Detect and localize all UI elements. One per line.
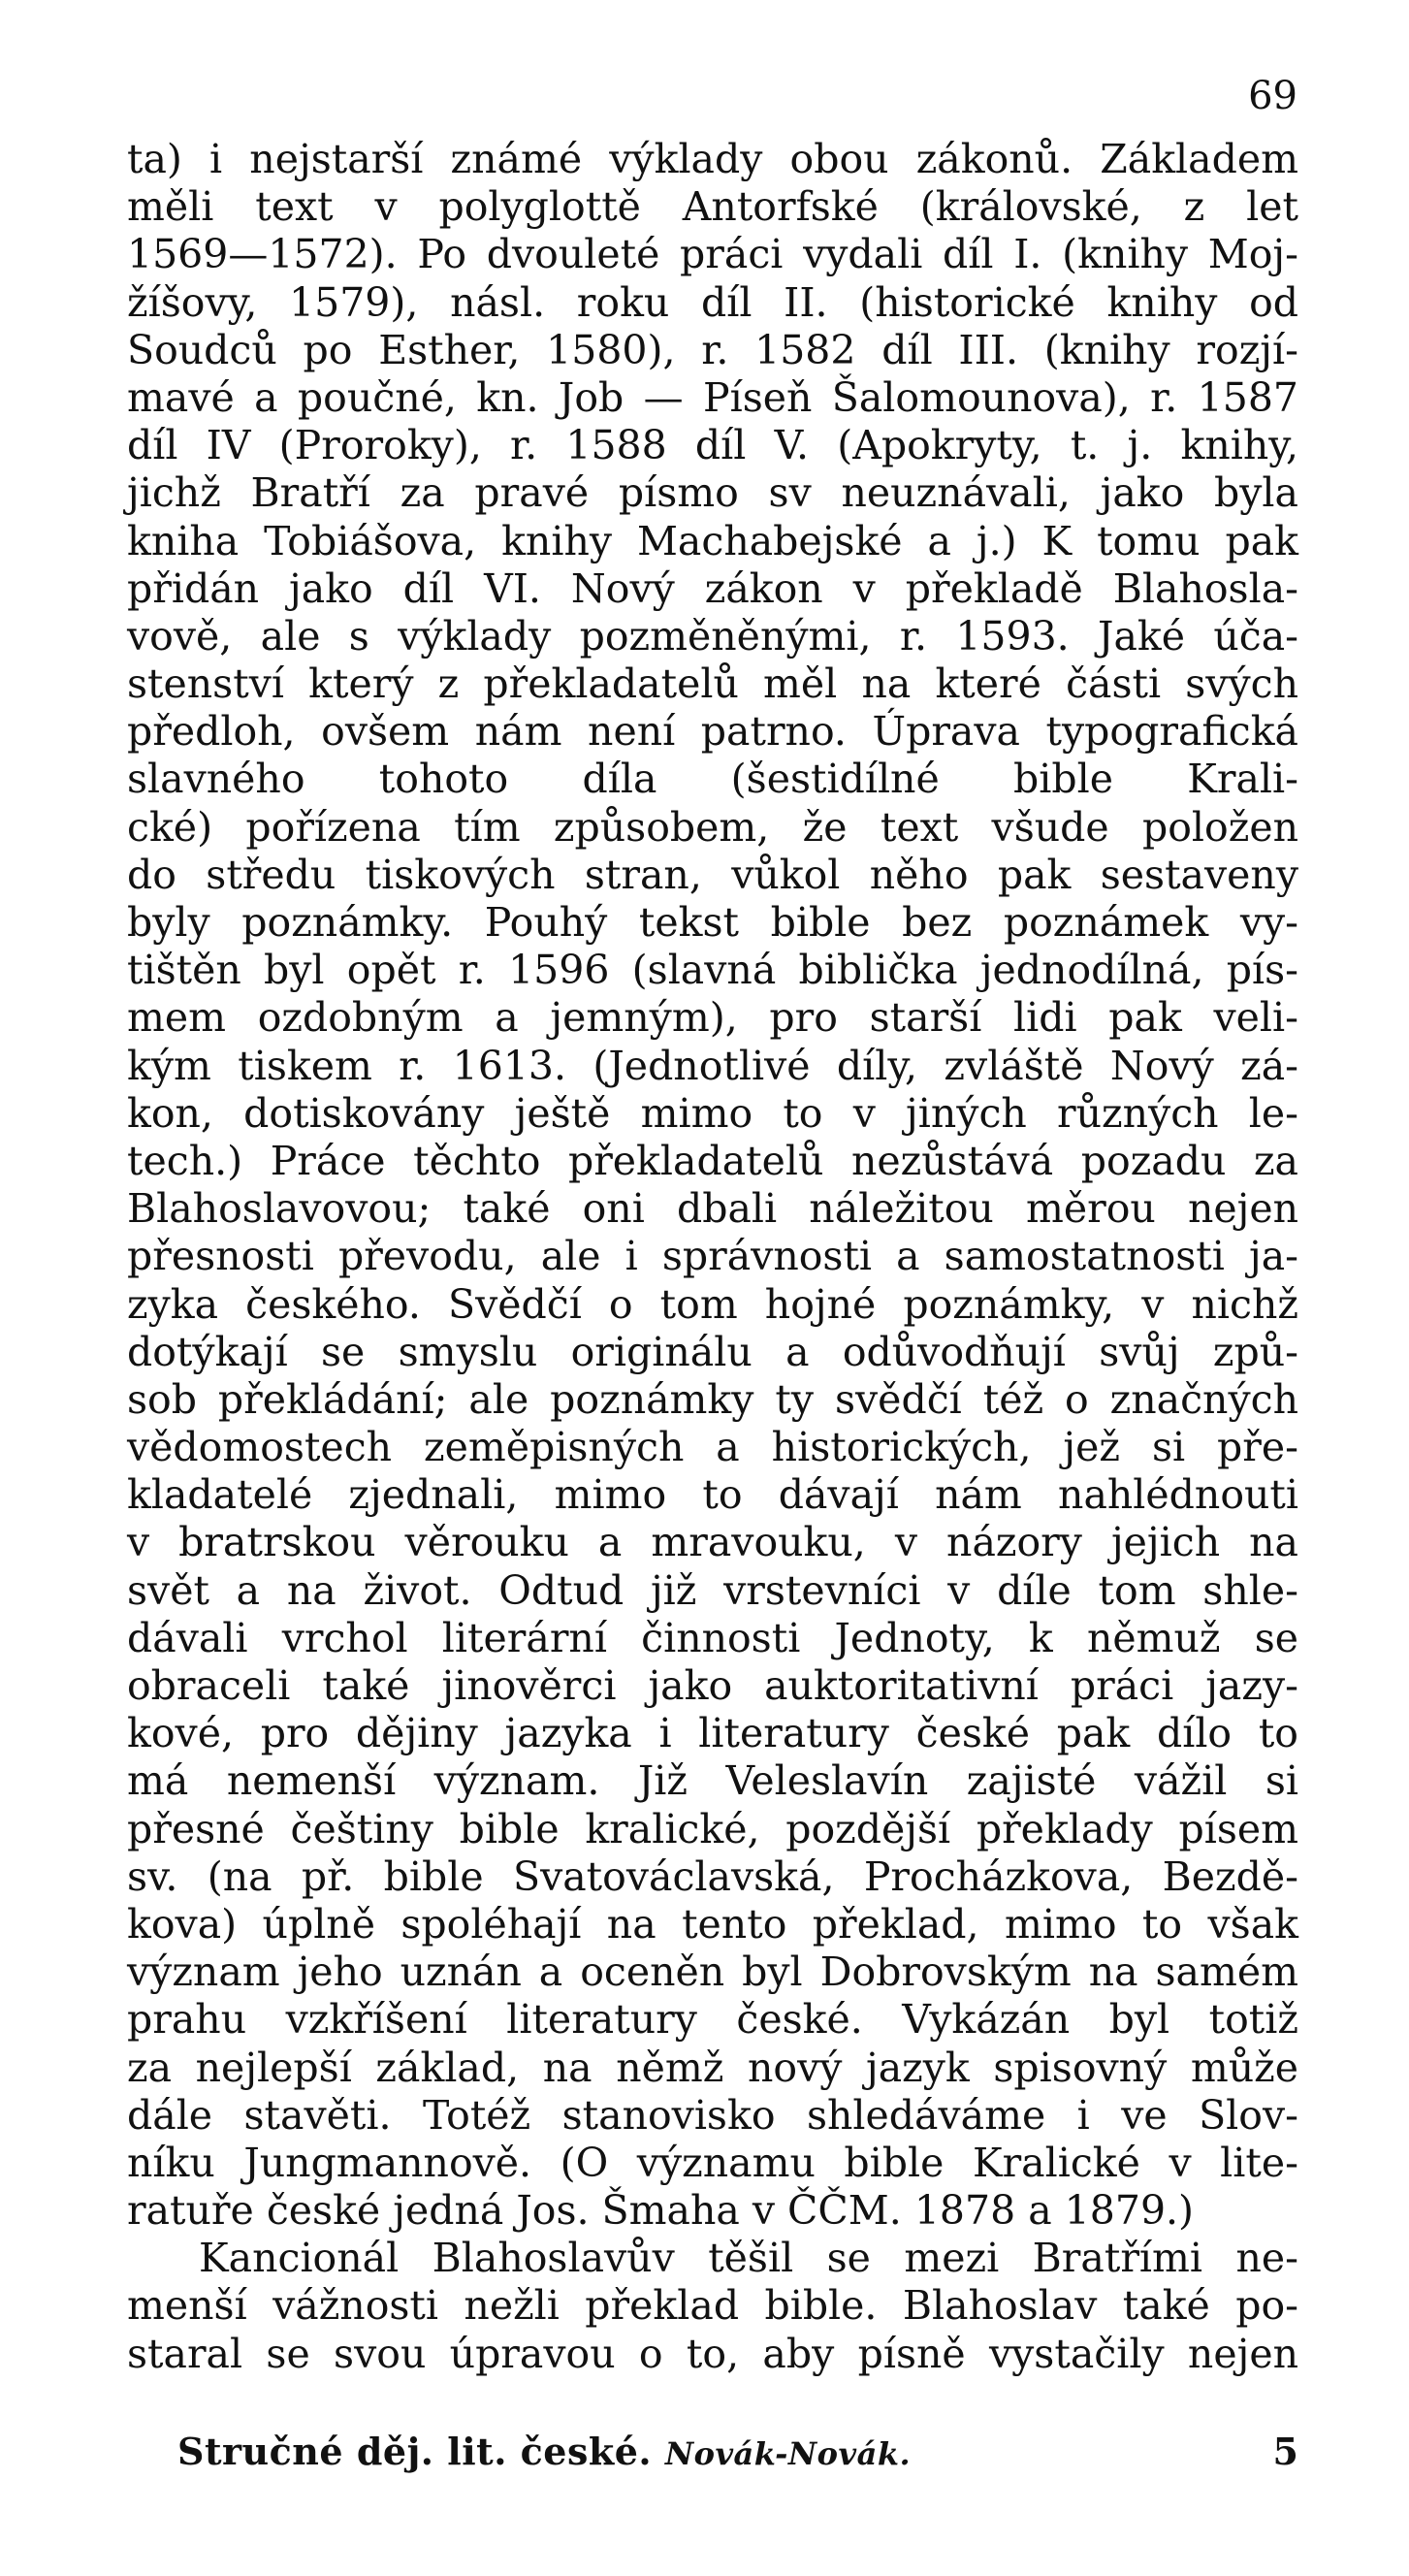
text-line: za nejlepší základ, na němž nový jazyk spisovný může xyxy=(127,2044,1298,2091)
text-line: ta) i nejstarší známé výklady obou zákonů. Základem xyxy=(127,136,1298,182)
footer-signature-mark: 5 xyxy=(1272,2430,1298,2473)
text-line: přesné češtiny bible kralické, pozdější překlady písem xyxy=(127,1805,1298,1852)
text-line: menší vážnosti nežli překlad bible. Blahoslav také po- xyxy=(127,2282,1298,2330)
text-line: kým tiskem r. 1613. (Jednotlivé díly, zvláště Nový zá- xyxy=(127,1042,1298,1089)
page-footer xyxy=(177,2428,1298,2476)
text-line: cké) pořízena tím způsobem, že text všude položen xyxy=(127,803,1298,851)
text-line: stenství který z překladatelů měl na které části svých xyxy=(127,660,1298,708)
text-line: v bratrskou věrouku a mravouku, v názory jejich na xyxy=(127,1519,1298,1566)
text-line: dále stavěti. Totéž stanovisko shledáváme i ve Slov- xyxy=(127,2091,1298,2139)
text-line: mem ozdobným a jemným), pro starší lidi pak veli- xyxy=(127,994,1298,1042)
footer-authors: Novák-Novák. xyxy=(664,2435,912,2472)
footer-book-title xyxy=(177,2428,911,2478)
body-text xyxy=(127,136,1298,2378)
text-line: níku Jungmannově. (O významu bible Kralické v lite- xyxy=(127,2139,1298,2186)
text-line: díl IV (Proroky), r. 1588 díl V. (Apokryty, t. j. knihy, xyxy=(127,422,1298,469)
text-line: Blahoslavovou; také oni dbali náležitou měrou nejen xyxy=(127,1185,1298,1233)
text-line: do středu tiskových stran, vůkol něho pak sestaveny xyxy=(127,851,1298,898)
text-line: sv. (na př. bible Svatováclavská, Procházkova, Bezdě- xyxy=(127,1852,1298,1900)
text-line: 1569—1572). Po dvouleté práci vydali díl I. (knihy Moj- xyxy=(127,231,1298,278)
text-line: kniha Tobiášova, knihy Machabejské a j.) K tomu pak xyxy=(127,517,1298,564)
text-line: přesnosti převodu, ale i správnosti a samostatnosti ja- xyxy=(127,1233,1298,1280)
text-line: přidán jako díl VI. Nový zákon v překladě Blahosla- xyxy=(127,564,1298,612)
text-line: dotýkají se smyslu originálu a odůvodňují svůj způ- xyxy=(127,1328,1298,1375)
text-line: svět a na život. Odtud již vrstevníci v díle tom shle- xyxy=(127,1566,1298,1614)
text-line: prahu vzkříšení literatury české. Vykázán byl totiž xyxy=(127,1996,1298,2044)
text-line: ratuře české jedná Jos. Šmaha v ČČM. 1878 a 1879.) xyxy=(127,2187,1195,2235)
text-line: tištěn byl opět r. 1596 (slavná biblička jednodílná, pís- xyxy=(127,947,1298,994)
text-line: sob překládání; ale poznámky ty svědčí též o značných xyxy=(127,1375,1298,1423)
text-line: zyka českého. Svědčí o tom hojné poznámky, v nichž xyxy=(127,1280,1298,1328)
text-line: obraceli také jinověrci jako auktoritativní práci jazy- xyxy=(127,1662,1298,1709)
text-line: mavé a poučné, kn. Job — Píseň Šalomounova), r. 1587 xyxy=(127,373,1298,421)
text-line: kové, pro dějiny jazyka i literatury české pak dílo to xyxy=(127,1710,1298,1757)
text-line: význam jeho uznán a oceněn byl Dobrovským na samém xyxy=(127,1948,1298,1996)
text-line: vově, ale s výklady pozměněnými, r. 1593. Jaké úča- xyxy=(127,612,1298,660)
text-line: vědomostech zeměpisných a historických, jež si pře- xyxy=(127,1424,1298,1471)
text-line: předloh, ovšem nám není patrno. Úprava typografická xyxy=(127,708,1298,756)
text-line: kladatelé zjednali, mimo to dávají nám nahlédnouti xyxy=(127,1471,1298,1519)
text-line: Soudců po Esther, 1580), r. 1582 díl III. (knihy rozjí- xyxy=(127,326,1298,373)
text-line: má nemenší význam. Již Veleslavín zajisté vážil si xyxy=(127,1757,1298,1805)
text-line: tech.) Práce těchto překladatelů nezůstává pozadu za xyxy=(127,1137,1298,1184)
text-line: staral se svou úpravou o to, aby písně vystačily nejen xyxy=(127,2330,1298,2377)
text-line: slavného tohoto díla (šestidílné bible Krali- xyxy=(127,756,1298,803)
text-line: byly poznámky. Pouhý tekst bible bez poznámek vy- xyxy=(127,899,1298,946)
text-line: měli text v polyglottě Antorfské (královské, z let xyxy=(127,183,1298,231)
text-line: Kancionál Blahoslavův těšil se mezi Bratřími ne- xyxy=(199,2235,1298,2282)
page-number: 69 xyxy=(1248,74,1297,118)
footer-title: Stručné děj. lit. české. xyxy=(177,2430,653,2473)
text-line: jichž Bratří za pravé písmo sv neuznávali, jako byla xyxy=(127,469,1298,517)
text-line: dávali vrchol literární činnosti Jednoty, k němuž se xyxy=(127,1614,1298,1661)
text-line: kova) úplně spoléhají na tento překlad, mimo to však xyxy=(127,1900,1298,1948)
text-line: žíšovy, 1579), násl. roku díl II. (historické knihy od xyxy=(127,278,1298,326)
text-line: kon, dotiskovány ještě mimo to v jiných různých le- xyxy=(127,1089,1298,1137)
